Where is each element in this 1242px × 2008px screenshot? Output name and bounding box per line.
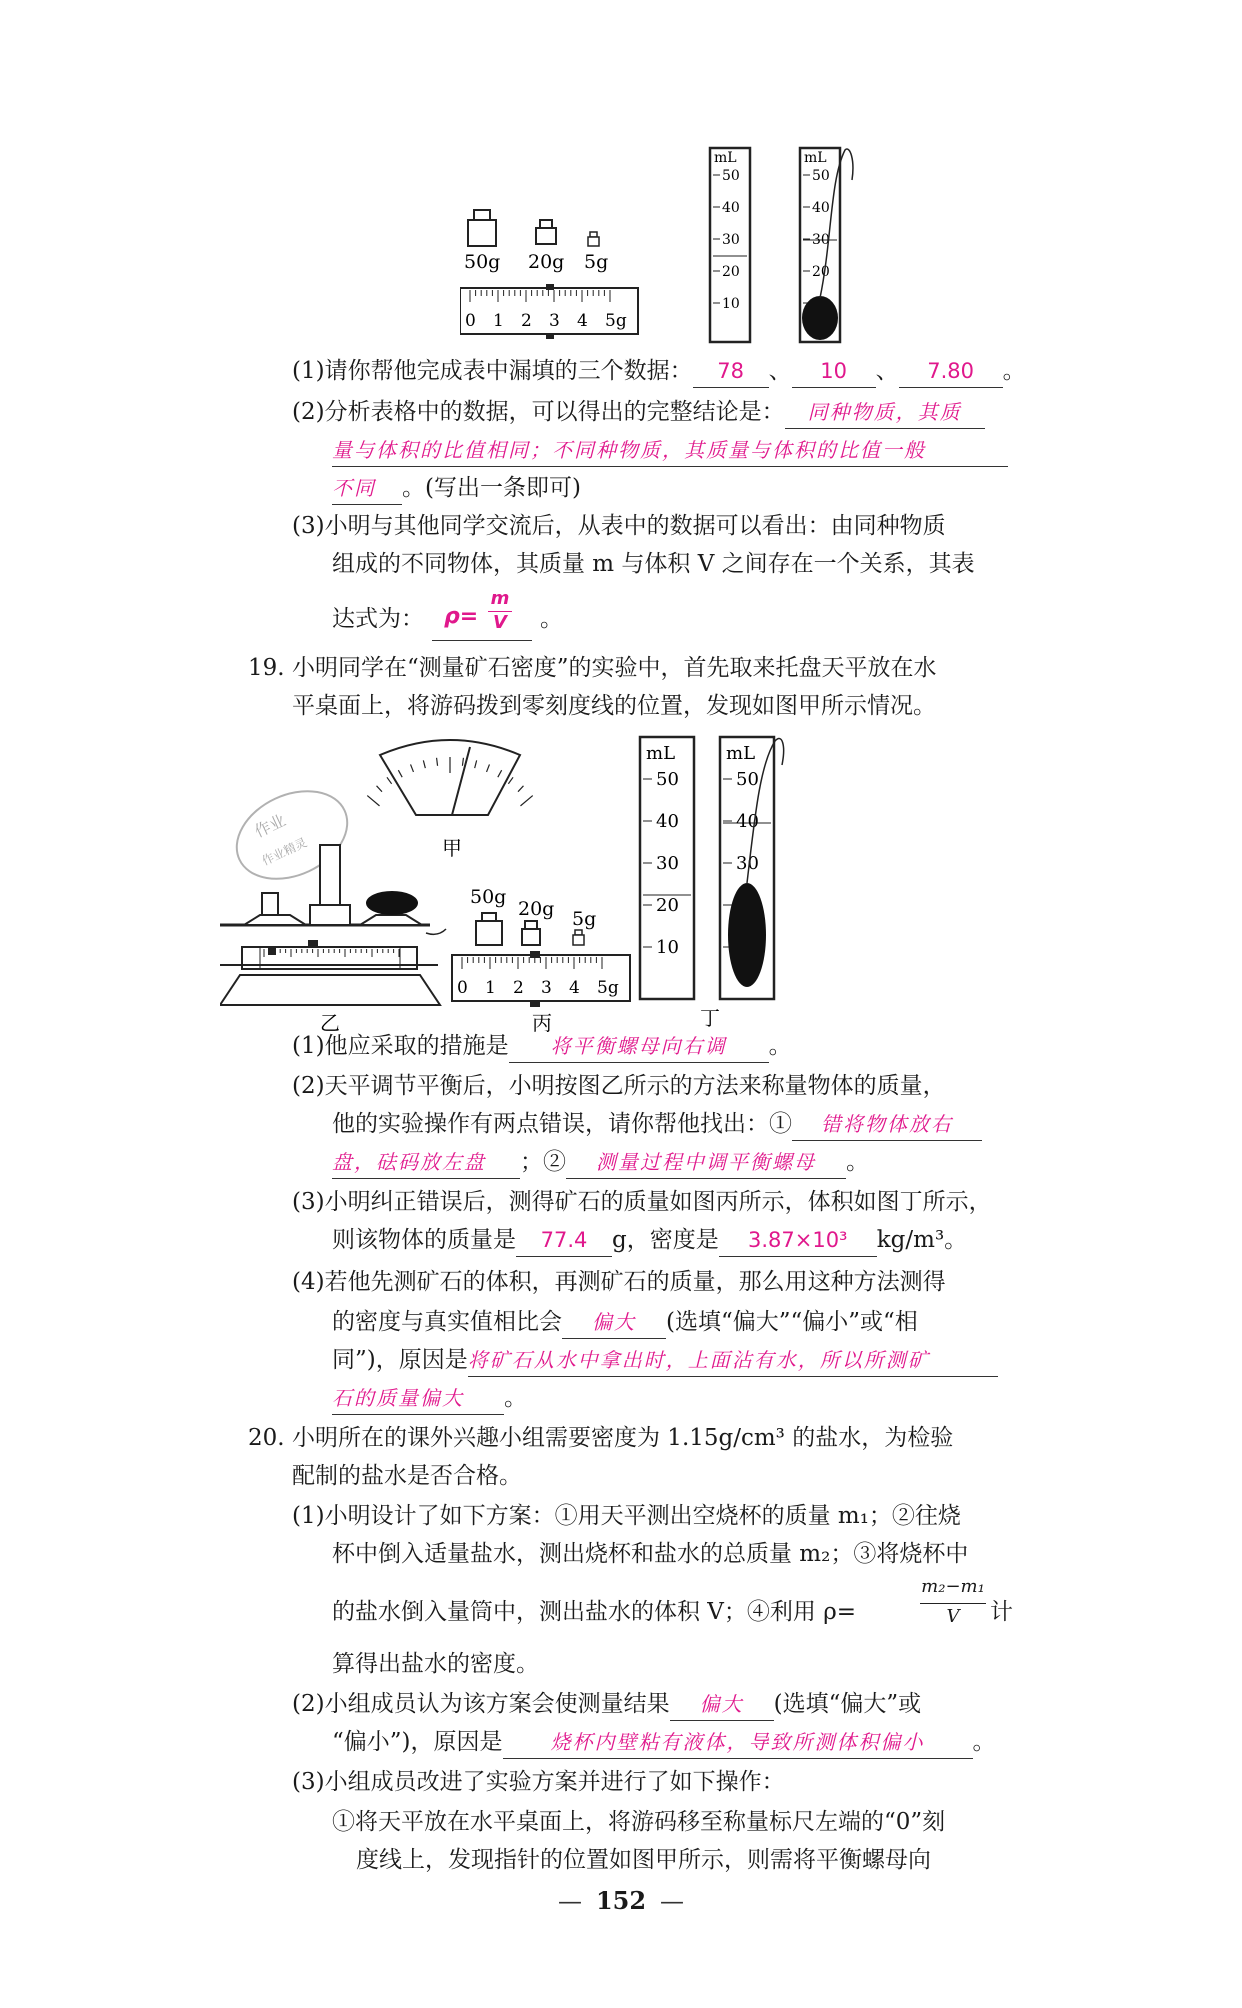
scale-tick-mark	[518, 786, 523, 792]
rider-ruler	[460, 284, 638, 339]
cylinder-unit: mL	[714, 150, 737, 166]
q19-part4-line4	[332, 1382, 527, 1415]
ding1-tick-20: 20	[656, 895, 679, 916]
scale-tick-mark	[377, 786, 382, 792]
q19-p1-answer: 将平衡螺母向右调	[509, 1030, 769, 1063]
q19-p2-mid: ；②	[520, 1149, 566, 1175]
q20-part1-line4: 算得出盐水的密度。	[332, 1651, 539, 1677]
q19-part2-line2	[332, 1108, 982, 1141]
bing-tick-4: 4	[569, 978, 580, 998]
top-figure	[460, 140, 910, 350]
q19-p4-answer2b: 石的质量偏大	[332, 1382, 504, 1415]
q18-part3-line3	[332, 603, 424, 635]
cyl-tick-40: 40	[722, 200, 740, 216]
end-1: 。	[1002, 358, 1026, 384]
bing-weight-50g: 50g	[470, 886, 507, 908]
weight-50g-icon	[468, 210, 496, 246]
q20-number: 20.	[248, 1425, 285, 1451]
q20-formula	[918, 1576, 988, 1632]
q19-p4-mid: (选填“偏大”“偏小”或“相	[666, 1309, 918, 1335]
page-number-value: 152	[595, 1886, 647, 1915]
q19-part1	[292, 1030, 792, 1063]
q20-p2-end: 。	[972, 1729, 996, 1755]
q19-p4-answer2a: 将矿石从水中拿出时，上面沾有水，所以所测矿	[468, 1344, 998, 1377]
q19-line1: 小明同学在“测量矿石密度”的实验中，首先取来托盘天平放在水	[292, 655, 937, 681]
weight-label-20g: 20g	[528, 251, 565, 273]
q18-p1-text: (1)请你帮他完成表中漏填的三个数据：	[292, 358, 693, 384]
formula-rho: ρ=	[444, 604, 479, 629]
q20-formula-bar	[920, 1603, 986, 1604]
q19-figure-svg	[220, 725, 1040, 1035]
q19-number: 19.	[248, 655, 285, 681]
ding2-unit: mL	[726, 743, 756, 764]
q19-p4-end: 。	[504, 1385, 527, 1411]
ding1-unit: mL	[646, 743, 676, 764]
bing-tick-3: 3	[541, 978, 552, 998]
ding1-tick-10: 10	[656, 937, 679, 958]
weight-5g-icon	[588, 232, 599, 246]
ding1-tick-40: 40	[656, 811, 679, 832]
q19-part4-line1: (4)若他先测矿石的体积，再测矿石的质量，那么用这种方法测得	[292, 1269, 946, 1295]
q20-step1-line2: 度线上，发现指针的位置如图甲所示，则需将平衡螺母向	[356, 1847, 931, 1873]
q18-part2-line3	[332, 472, 581, 505]
q19-p4-pre: 的密度与真实值相比会	[332, 1309, 562, 1335]
scale-tick-mark	[520, 796, 532, 806]
q19-p3-pre: 则该物体的质量是	[332, 1227, 516, 1253]
q19-p3-answer-density: 3.87×10³	[719, 1224, 877, 1257]
page-number	[0, 1886, 1242, 1915]
bing-weight-20g: 20g	[518, 898, 555, 920]
ruler-tick-4: 4	[577, 311, 588, 331]
ding2-tick-30: 30	[736, 853, 759, 874]
q20-formula-numerator: m₂−m₁	[921, 1576, 985, 1597]
q20-line1: 小明所在的课外兴趣小组需要密度为 1.15g/cm³ 的盐水，为检验	[292, 1425, 954, 1451]
weight-label-5g: 5g	[584, 251, 609, 273]
page-dash-right: —	[660, 1887, 685, 1915]
q20-p2-line2-pre: “偏小”)，原因是	[332, 1729, 503, 1755]
q18-p2-text: (2)分析表格中的数据，可以得出的完整结论是：	[292, 399, 785, 425]
bing-tick-1: 1	[485, 978, 496, 998]
bing-weight-5g: 5g	[572, 908, 597, 930]
q20-formula-denominator: V	[946, 1606, 960, 1627]
q20-p2-answer1: 偏大	[670, 1688, 774, 1721]
q19-part4-line2	[332, 1306, 918, 1339]
stamp-mid-text: 作业精灵	[259, 835, 310, 869]
ruler-tick-5g: 5g	[605, 311, 627, 331]
q18-answer-3: 7.80	[899, 355, 1003, 388]
label-yi: 乙	[320, 1011, 340, 1035]
ding2-tick-40: 40	[736, 811, 759, 832]
q19-p2-end: 。	[846, 1149, 869, 1175]
label-jia: 甲	[442, 836, 462, 860]
q18-p3-text: 达式为：	[332, 606, 424, 632]
weight-20g-icon	[536, 220, 556, 244]
ruler-tick-0: 0	[465, 311, 476, 331]
q18-p2-tail: 。(写出一条即可)	[402, 475, 581, 501]
q19-p2-answer2: 测量过程中调平衡螺母	[566, 1146, 846, 1179]
q20-part1-line3-post: 计	[990, 1599, 1013, 1625]
q20-part2-line2	[332, 1726, 996, 1759]
scale-tick-mark	[367, 796, 379, 806]
page-dash-left: —	[557, 1887, 582, 1915]
cyl2-tick-30: 30	[812, 232, 830, 248]
formula-numerator: m	[490, 588, 510, 609]
formula-denominator: V	[493, 612, 507, 633]
cyl2-tick-40: 40	[812, 200, 830, 216]
q19-p2-answer1a: 错将物体放右	[792, 1108, 982, 1141]
q20-line2: 配制的盐水是否合格。	[292, 1463, 522, 1489]
q18-part2-line2	[332, 434, 1008, 467]
q18-part3-line2: 组成的不同物体，其质量 m 与体积 V 之间存在一个关系，其表	[332, 551, 975, 577]
weights-bing	[452, 886, 630, 1035]
q19-part4-line3	[332, 1344, 998, 1377]
ding1-tick-50: 50	[656, 769, 679, 790]
sep-2: 、	[875, 358, 899, 384]
cylinder-empty	[710, 148, 750, 342]
q19-p3-unit: kg/m³。	[876, 1227, 968, 1253]
ruler-tick-1: 1	[493, 311, 504, 331]
q19-p4-line3-pre: 同”)，原因是	[332, 1347, 468, 1373]
bing-tick-5g: 5g	[597, 978, 619, 998]
cylinder-ding-1	[640, 737, 694, 999]
stamp-top-text: 作业	[251, 810, 289, 842]
weight-label-50g: 50g	[464, 251, 501, 273]
cylinder-ding-2	[700, 737, 784, 1030]
q18-p2-answer-c: 不同	[332, 472, 402, 505]
ding1-tick-30: 30	[656, 853, 679, 874]
q19-figure	[220, 725, 1040, 1035]
q20-part3-line1: (3)小组成员改进了实验方案并进行了如下操作：	[292, 1769, 785, 1795]
q18-p2-answer-a: 同种物质，其质	[785, 396, 985, 429]
bing-tick-2: 2	[513, 978, 524, 998]
ruler-tick-2: 2	[521, 311, 532, 331]
scale-tick-mark	[508, 777, 513, 783]
ruler-tick-3: 3	[549, 311, 560, 331]
cyl2-tick-50: 50	[812, 168, 830, 184]
q20-part1-line3: 的盐水倒入量筒中，测出盐水的体积 V；④利用 ρ=	[332, 1599, 857, 1625]
label-bing: 丙	[532, 1011, 552, 1035]
q19-line2: 平桌面上，将游码拨到零刻度线的位置，发现如图甲所示情况。	[292, 693, 936, 719]
cyl2-tick-20: 20	[812, 264, 830, 280]
cyl-tick-30: 30	[722, 232, 740, 248]
q18-answer-1: 78	[693, 355, 769, 388]
q20-part1-line2: 杯中倒入适量盐水，测出烧杯和盐水的总质量 m₂；③将烧杯中	[332, 1541, 969, 1567]
q20-p2-pre: (2)小组成员认为该方案会使测量结果	[292, 1691, 670, 1717]
q20-part1-line1: (1)小明设计了如下方案：①用天平测出空烧杯的质量 m₁；②往烧	[292, 1503, 961, 1529]
q19-p2-text: 他的实验操作有两点错误，请你帮他找出：①	[332, 1111, 792, 1137]
q18-part3-line1: (3)小明与其他同学交流后，从表中的数据可以看出：由同种物质	[292, 513, 946, 539]
label-ding: 丁	[700, 1006, 720, 1030]
cyl-tick-50: 50	[722, 168, 740, 184]
ding2-tick-50: 50	[736, 769, 759, 790]
q19-p4-answer1: 偏大	[562, 1306, 666, 1339]
q20-part2-line1	[292, 1688, 921, 1721]
q18-end: 。	[540, 606, 563, 632]
q19-p2-answer1b: 盘，砝码放左盘	[332, 1146, 520, 1179]
q19-part2-line3	[332, 1146, 869, 1179]
scale-tick-mark	[387, 777, 392, 783]
q19-part3-line1: (3)小明纠正错误后，测得矿石的质量如图丙所示，体积如图丁所示，	[292, 1189, 992, 1215]
q18-part2-line1	[292, 396, 985, 429]
q19-part2-line1: (2)天平调节平衡后，小明按图乙所示的方法来称量物体的质量，	[292, 1073, 946, 1099]
q19-p3-answer-mass: 77.4	[516, 1224, 612, 1257]
cyl-tick-10: 10	[722, 296, 740, 312]
top-figure-svg	[460, 140, 910, 350]
q20-p2-answer2: 烧杯内壁粘有液体，导致所测体积偏小	[503, 1726, 973, 1759]
q18-formula-answer	[432, 588, 532, 641]
q20-p2-mid: (选填“偏大”或	[773, 1691, 922, 1717]
pointer-scale-jia	[367, 740, 532, 860]
cylinder2-unit: mL	[804, 150, 827, 166]
bing-tick-0: 0	[457, 978, 468, 998]
cylinder-with-object	[800, 148, 853, 342]
q18-p2-answer-b: 量与体积的比值相同；不同种物质，其质量与体积的比值一般	[332, 434, 1008, 467]
sep-1: 、	[768, 358, 792, 384]
q19-p3-mid: g，密度是	[612, 1227, 719, 1253]
cyl-tick-20: 20	[722, 264, 740, 280]
q19-p1-text: (1)他应采取的措施是	[292, 1033, 509, 1059]
q18-part1	[292, 355, 1026, 388]
q20-step1-line1: ①将天平放在水平桌面上，将游码移至称量标尺左端的“0”刻	[332, 1809, 946, 1835]
q19-p1-end: 。	[768, 1033, 792, 1059]
q19-part3-line2	[332, 1224, 967, 1257]
q18-answer-2: 10	[792, 355, 876, 388]
